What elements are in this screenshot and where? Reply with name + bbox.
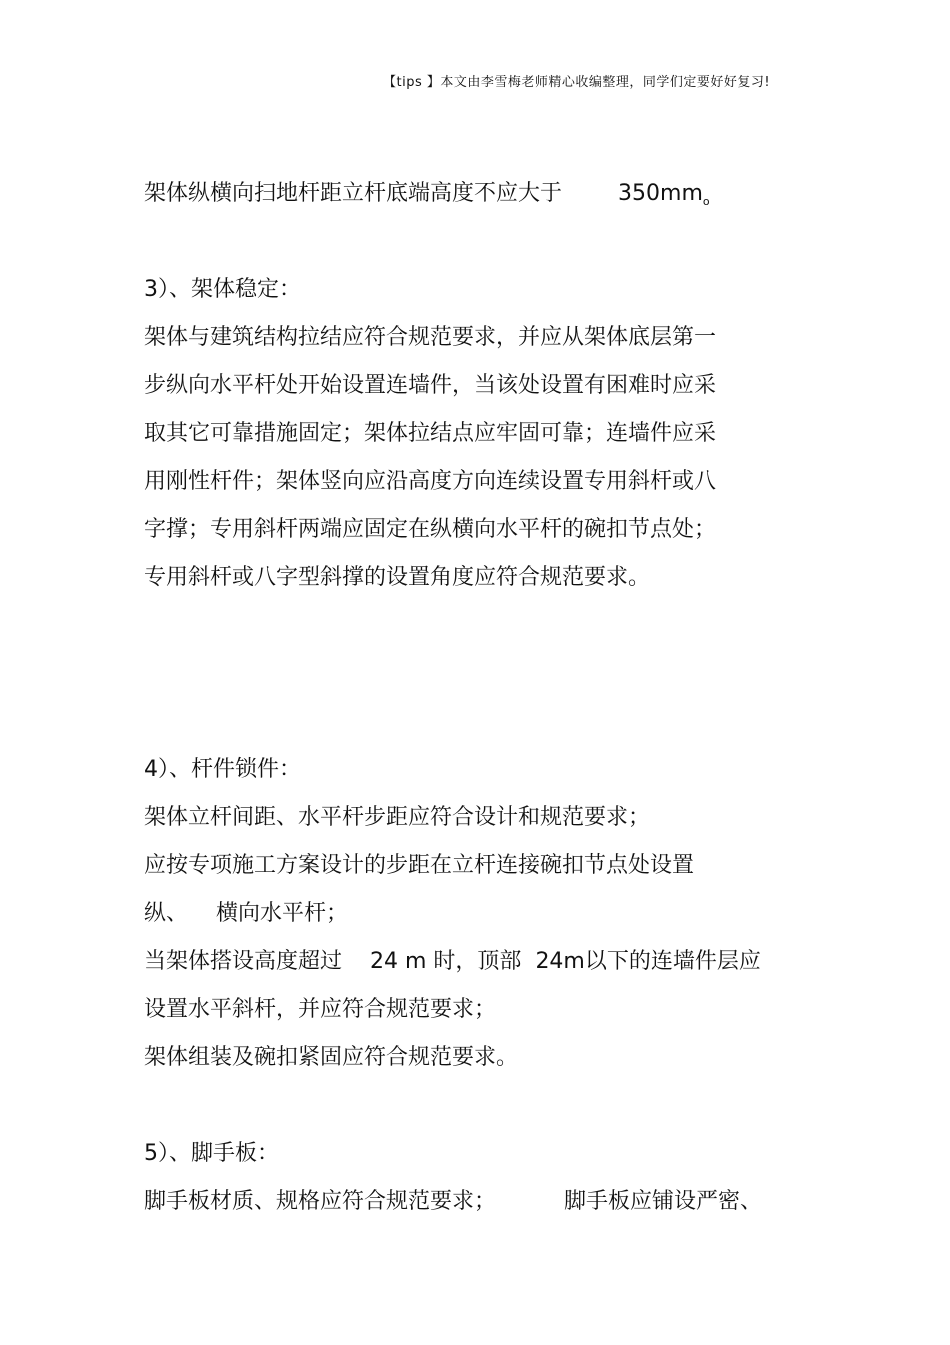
section5-line1-part1: 脚手板材质、规格应符合规范要求； — [144, 1189, 497, 1214]
section3-line: 专用斜杆或八字型斜撑的设置角度应符合规范要求。 — [144, 565, 651, 590]
intro-value: 350mm — [618, 181, 703, 206]
section4-line4-part3: 24m以下的连墙件层应 — [535, 949, 761, 974]
section3-line: 架体与建筑结构拉结应符合规范要求，并应从架体底层第一 — [144, 325, 717, 350]
section4-line3-part2: 横向水平杆； — [216, 901, 349, 926]
section4-line4-part2: 24 m 时，顶部 — [370, 949, 522, 974]
section3-heading: 3）、架体稳定： — [144, 277, 301, 302]
section4-line4-part1: 当架体搭设高度超过 — [144, 949, 343, 974]
section5-heading: 5）、脚手板： — [144, 1141, 279, 1166]
header-tip: 【tips 】本文由李雪梅老师精心收编整理，同学们定要好好复习! — [383, 75, 771, 90]
section4-line — [144, 899, 348, 929]
section3-line: 用刚性杆件；架体竖向应沿高度方向连续设置专用斜杆或八 — [144, 469, 717, 494]
intro-trailing: o — [702, 195, 710, 208]
section3-line: 取其它可靠措施固定；架体拉结点应牢固可靠；连墙件应采 — [144, 421, 717, 446]
section4-line: 应按专项施工方案设计的步距在立杆连接碗扣节点处设置 — [144, 853, 695, 878]
section4-line: 设置水平斜杆，并应符合规范要求； — [144, 997, 497, 1022]
section3-line: 字撑；专用斜杆两端应固定在纵横向水平杆的碗扣节点处； — [144, 517, 717, 542]
section4-line3-part1: 纵、 — [144, 901, 189, 926]
section4-line: 架体组装及碗扣紧固应符合规范要求。 — [144, 1045, 519, 1070]
section4-line — [144, 947, 761, 977]
section5-line — [144, 1187, 762, 1217]
intro-text: 架体纵横向扫地杆距立杆底端高度不应大于 — [144, 181, 563, 206]
section4-heading: 4）、杆件锁件： — [144, 757, 301, 782]
section3-line: 步纵向水平杆处开始设置连墙件，当该处设置有困难时应采 — [144, 373, 717, 398]
section4-line: 架体立杆间距、水平杆步距应符合设计和规范要求； — [144, 805, 651, 830]
section5-line1-part2: 脚手板应铺设严密、 — [564, 1189, 763, 1214]
intro-line — [144, 179, 710, 217]
